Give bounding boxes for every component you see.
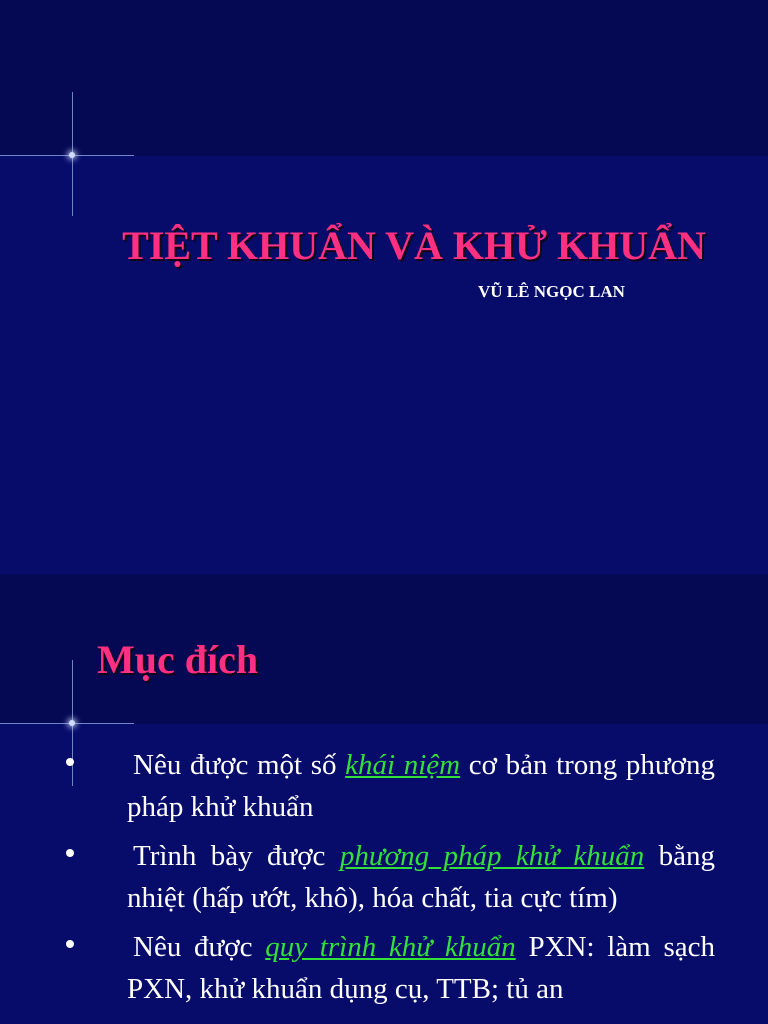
bullet-icon xyxy=(66,849,74,857)
text-segment: cơ bản trong phương pháp khử khuẩn xyxy=(127,749,715,823)
bullet-icon xyxy=(66,758,74,766)
list-item xyxy=(0,835,768,919)
highlight-link[interactable]: quy trình khử khuẩn xyxy=(265,931,516,963)
author-name: VŨ LÊ NGỌC LAN xyxy=(478,282,625,301)
list-item-text xyxy=(127,926,715,1010)
presentation-title: TIỆT KHUẨN VÀ KHỬ KHUẨN xyxy=(122,223,706,268)
list-item-text xyxy=(127,835,715,919)
text-segment: Nêu được một số xyxy=(133,749,346,781)
list-item xyxy=(0,926,768,1010)
decor-horizontal-line xyxy=(0,723,134,724)
highlight-link[interactable]: phương pháp khử khuẩn xyxy=(339,840,645,872)
bullet-icon xyxy=(66,940,74,948)
text-segment: bằng nhiệt (hấp ướt, khô), hóa chất, tia cực tím) xyxy=(127,840,716,914)
objectives-list xyxy=(0,744,768,1017)
slide-objectives xyxy=(0,574,768,1024)
highlight-link[interactable]: khái niệm xyxy=(345,749,461,781)
list-item xyxy=(0,744,768,828)
text-segment: Trình bày được xyxy=(133,840,340,872)
text-segment: Nêu được xyxy=(133,931,266,963)
section-heading: Mục đích xyxy=(97,637,259,682)
list-item-text xyxy=(127,744,715,828)
decor-sparkle xyxy=(69,152,75,158)
text-segment: PXN: làm sạch PXN, khử khuẩn dụng cụ, TTB; tủ an xyxy=(127,931,715,1005)
decor-sparkle xyxy=(69,720,75,726)
slide-header-band xyxy=(0,0,768,156)
decor-horizontal-line xyxy=(0,155,134,156)
